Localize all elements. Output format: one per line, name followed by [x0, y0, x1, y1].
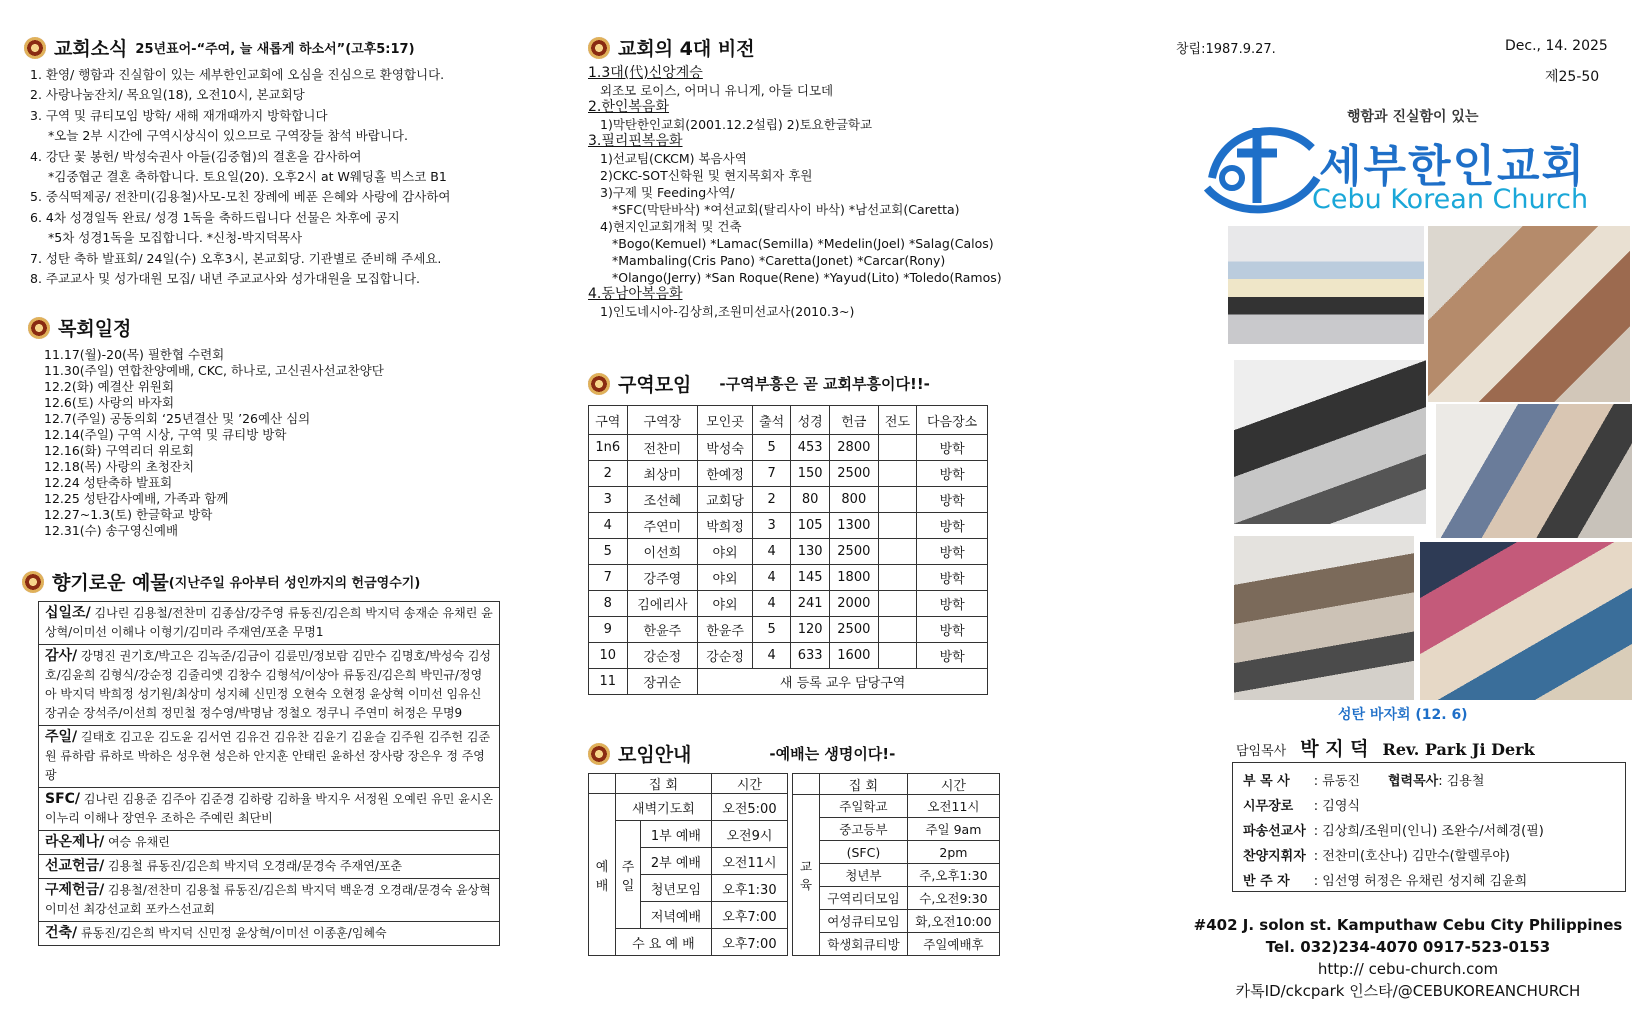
staff-names: : 김상희/조원미(인니) 조완수/서혜경(필) — [1313, 824, 1544, 839]
schedule-item: 12.6(토) 사랑의 바자회 — [44, 395, 175, 410]
cell-table-cell: 방학 — [917, 461, 988, 487]
offering-subtitle: (지난주일 유아부터 성인까지의 헌금영수기) — [168, 576, 421, 591]
time-header: 시간 — [711, 774, 787, 794]
meeting-time: 오전5:00 — [711, 794, 787, 821]
notices-motto: 25년표어-“주여, 늘 새롭게 하소서”(고후5:17) — [135, 42, 415, 57]
notice-item: *5차 성경1독을 모집합니다. *신청-박지덕목사 — [48, 230, 303, 246]
cell-table-cell: 3 — [752, 513, 791, 539]
cell-table-cell: 2500 — [829, 461, 878, 487]
staff-names: : 임선영 허정은 유채린 성지혜 김윤희 — [1313, 874, 1528, 889]
cell-table-cell: 방학 — [917, 617, 988, 643]
vision-line: 4)현지인교회개척 및 건축 — [600, 219, 742, 234]
table-row — [793, 910, 1000, 933]
cell-table-cell: 방학 — [917, 513, 988, 539]
offering-title: 향기로운 예물 — [52, 572, 169, 594]
notices-section — [24, 34, 544, 289]
cell-table-cell: 150 — [791, 461, 830, 487]
offering-row — [39, 854, 499, 878]
photo-caption: 성탄 바자회 (12. 6) — [1338, 707, 1468, 723]
cell-header-cell: 성경 — [791, 406, 830, 435]
cell-table-cell: 4 — [752, 643, 791, 669]
cell-table-cell: 5 — [752, 617, 791, 643]
staff-row — [1239, 867, 1548, 892]
notice-item: 6. 4차 성경일독 완료/ 성경 1독을 축하드립니다 선물은 차후에 공지 — [30, 209, 400, 225]
cell-table-cell: 5 — [752, 435, 791, 461]
notice-item: 5. 중식떡제공/ 전찬미(김용철)사모-모친 장례에 베푼 은혜와 사랑에 감사하여 — [30, 189, 451, 205]
cell-table-note: 새 등록 교우 담당구역 — [698, 669, 988, 695]
notice-item: 3. 구역 및 큐티모임 방학/ 새해 재개때까지 방학합니다 — [30, 107, 328, 123]
vision-line: 1)막탄한인교회(2001.12.2설립) 2)토요한글학교 — [600, 117, 873, 132]
meeting-header: 집 회 — [820, 774, 908, 795]
vision-line: 2)CKC-SOT신학원 및 현지목회자 후원 — [600, 168, 813, 183]
meeting-time: 주,오후1:30 — [907, 864, 999, 887]
cell-table-cell: 120 — [791, 617, 830, 643]
schedule-item: 12.31(수) 송구영신예배 — [44, 523, 179, 538]
offering-row — [39, 878, 499, 921]
vision-line: *Mambaling(Cris Pano) *Caretta(Jonet) *Carcar(Rony) — [612, 253, 946, 268]
cell-header-cell: 구역 — [589, 406, 628, 435]
meeting-time: 수,오전9:30 — [907, 887, 999, 910]
table-row — [793, 818, 1000, 841]
cell-table-cell: 7 — [589, 565, 628, 591]
founded-date: 창립:1987.9.27. — [1176, 42, 1276, 57]
table-row — [793, 795, 1000, 818]
notices-header — [24, 34, 544, 61]
offering-row — [39, 830, 499, 854]
staff-names: : 류동진 협력목사: 김용철 — [1313, 774, 1485, 789]
meeting-time: 오전11시 — [907, 795, 999, 818]
meetings-section — [588, 740, 1008, 956]
table-row — [589, 617, 988, 643]
cell-table-cell: 방학 — [917, 643, 988, 669]
staff-role: 시무장로 — [1243, 799, 1294, 814]
cell-table-cell: 80 — [791, 487, 830, 513]
table-row — [589, 821, 788, 848]
cell-table-cell: 1600 — [829, 643, 878, 669]
staff-role: 협력목사 — [1387, 774, 1439, 789]
cell-table-cell: 이선희 — [627, 539, 698, 565]
cell-table-cell: 1800 — [829, 565, 878, 591]
notice-item: *오늘 2부 시간에 구역시상식이 있으므로 구역장들 참석 바랍니다. — [48, 128, 408, 144]
table-row — [793, 887, 1000, 910]
sns-ids: 카톡ID/ckcpark 인스타/@CEBUKOREANCHURCH — [1235, 982, 1581, 1000]
church-tagline: 행함과 진실함이 있는 — [1347, 109, 1479, 125]
offering-names: 김용철 류동진/김은희 박지덕 오경래/문경숙 주재연/포춘 — [108, 859, 403, 873]
church-logo-icon — [1192, 108, 1332, 218]
cell-table-cell: 최상미 — [627, 461, 698, 487]
offering-category: 십일조/ — [45, 605, 91, 621]
vision-line: 4.동남아복음화 — [588, 286, 683, 302]
meeting-name: 새벽기도회 — [616, 794, 712, 821]
emblem-icon — [28, 317, 50, 339]
staff-role: 반 주 자 — [1243, 874, 1290, 889]
cell-table-cell: 1300 — [829, 513, 878, 539]
cell-table-cell: 김에리사 — [627, 591, 698, 617]
meeting-name: 청년모임 — [641, 875, 712, 902]
bazaar-photo — [1228, 226, 1424, 344]
church-name-ko: 세부한인교회 — [1319, 141, 1587, 192]
staff-row — [1239, 767, 1548, 792]
schedule-list — [44, 347, 528, 539]
cell-table-cell: 강순정 — [627, 643, 698, 669]
bazaar-photo — [1428, 226, 1630, 402]
cell-table-cell: 강주영 — [627, 565, 698, 591]
cell-table-cell: 박희정 — [698, 513, 753, 539]
table-row — [589, 774, 788, 794]
staff-role: 찬양지휘자 — [1243, 849, 1306, 864]
cell-header-cell: 헌금 — [829, 406, 878, 435]
emblem-icon — [24, 37, 46, 59]
church-name-en: Cebu Korean Church — [1312, 184, 1589, 215]
cell-header-cell: 모인곳 — [698, 406, 753, 435]
cell-table-cell: 한윤주 — [698, 617, 753, 643]
schedule-item: 12.24 성탄축하 발표회 — [44, 475, 173, 490]
education-label: 교육 — [793, 795, 820, 956]
meeting-name: 구역리더모임 — [820, 887, 908, 910]
meetings-slogan: -예배는 생명이다!- — [769, 745, 896, 763]
vision-line: 1)인도네시아-김상희,조원미선교사(2010.3~) — [600, 304, 855, 319]
cell-table-cell: 7 — [752, 461, 791, 487]
table-row — [589, 929, 788, 956]
vision-line: 3.필리핀복음화 — [588, 133, 683, 149]
table-row — [589, 591, 988, 617]
offering-category: SFC/ — [45, 791, 81, 807]
notices-list — [30, 65, 544, 289]
emblem-icon — [588, 743, 610, 765]
meeting-time: 오후7:00 — [711, 929, 787, 956]
pastor-name: 박 지 덕 — [1300, 738, 1369, 760]
cell-table-cell: 633 — [791, 643, 830, 669]
cell-table-cell: 조선혜 — [627, 487, 698, 513]
meeting-time: 화,오전10:00 — [907, 910, 999, 933]
meeting-time: 오후7:00 — [711, 902, 787, 929]
staff-names: : 김용철 — [1438, 774, 1485, 789]
schedule-item: 12.18(목) 사랑의 초청잔치 — [44, 459, 195, 474]
notice-item: 2. 사랑나눔잔치/ 목요일(18), 오전10시, 본교회당 — [30, 87, 305, 103]
cell-table — [588, 405, 988, 695]
staff-row — [1239, 817, 1548, 842]
cell-table-cell: 4 — [752, 539, 791, 565]
offering-table — [38, 601, 500, 946]
staff-names: : 김영식 — [1313, 799, 1360, 814]
cell-table-cell: 2500 — [829, 539, 878, 565]
vision-line: *SFC(막탄바삭) *여선교회(탈리사이 바삭) *남선교회(Caretta) — [612, 202, 960, 217]
cell-table-cell — [878, 461, 917, 487]
worship-table — [588, 773, 788, 956]
meeting-name: 수 요 예 배 — [616, 929, 712, 956]
meeting-time: 오후1:30 — [711, 875, 787, 902]
offering-names: 김용철/전찬미 김용철 류동진/김은희 박지덕 백운경 오경래/문경숙 윤상혁 이미선 최강선교회 포카스선교회 — [45, 883, 491, 916]
notice-item: 1. 환영/ 행함과 진실함이 있는 세부한인교회에 오심을 진심으로 환영합니다. — [30, 67, 445, 82]
vision-line: *Bogo(Kemuel) *Lamac(Semilla) *Medelin(Joel) *Salag(Calos) — [612, 236, 994, 251]
cell-title: 구역모임 — [618, 374, 692, 396]
offering-header — [22, 568, 492, 595]
cell-table-cell: 8 — [589, 591, 628, 617]
table-row — [589, 487, 988, 513]
table-row — [589, 565, 988, 591]
cell-table-cell: 11 — [589, 669, 628, 695]
cell-table-cell: 방학 — [917, 591, 988, 617]
meeting-time: 주일 9am — [907, 818, 999, 841]
vision-line: 2.한인복음화 — [588, 99, 669, 115]
issue-date: Dec., 14. 2025 — [1505, 38, 1608, 54]
bazaar-photo — [1234, 360, 1426, 524]
cell-table-cell: 방학 — [917, 565, 988, 591]
staff-row — [1239, 792, 1548, 817]
offering-names: 여승 유채린 — [108, 835, 170, 849]
notice-item: 4. 강단 꽃 봉헌/ 박성숙권사 아들(김중협)의 결혼을 감사하여 — [30, 148, 362, 164]
meeting-name: 주일학교 — [820, 795, 908, 818]
offering-row — [39, 725, 499, 787]
offering-category: 건축/ — [45, 925, 78, 941]
table-row — [793, 841, 1000, 864]
contact-block — [1182, 914, 1634, 1002]
vision-header — [588, 34, 1028, 61]
cell-table-cell — [878, 539, 917, 565]
cell-table-cell: 4 — [752, 565, 791, 591]
schedule-item: 12.16(화) 구역리더 위로회 — [44, 443, 195, 458]
cell-table-cell: 4 — [752, 591, 791, 617]
meeting-name: 여성큐티모임 — [820, 910, 908, 933]
offering-category: 구제헌금/ — [45, 882, 105, 898]
emblem-icon — [22, 571, 44, 593]
staff-box — [1232, 762, 1626, 892]
offering-names: 김나린 김용준 김주아 김준경 김하랑 김하율 박지우 서정원 오예린 유민 윤시온 이누리 이해나 장연우 조하은 주예린 최단비 — [45, 792, 493, 825]
meeting-name: 중고등부 — [820, 818, 908, 841]
table-row — [589, 461, 988, 487]
cell-table-cell: 한예정 — [698, 461, 753, 487]
offering-names: 김나린 김용철/전찬미 김종삼/강주영 류동진/김은희 박지덕 송재순 유채린 윤상혁/이미선 이해나 이형기/김미라 주재연/포춘 무명1 — [45, 606, 493, 639]
website-link[interactable]: http:// cebu-church.com — [1317, 960, 1499, 978]
cell-slogan: -구역부흥은 곧 교회부흥이다!!- — [719, 375, 930, 393]
offering-category: 감사/ — [45, 648, 78, 664]
offering-row — [39, 921, 499, 945]
table-row — [589, 794, 788, 821]
emblem-icon — [588, 37, 610, 59]
offering-category: 선교헌금/ — [45, 858, 105, 874]
cell-table-cell: 105 — [791, 513, 830, 539]
meeting-time: 오전9시 — [711, 821, 787, 848]
vision-line: 3)구제 및 Feeding사역/ — [600, 185, 735, 200]
church-logo — [1192, 108, 1632, 218]
cell-table-cell: 3 — [589, 487, 628, 513]
cell-table-cell: 방학 — [917, 539, 988, 565]
cell-table-cell: 박성숙 — [698, 435, 753, 461]
meeting-name: 2부 예배 — [641, 848, 712, 875]
meeting-time: 오전11시 — [711, 848, 787, 875]
blank-cell — [793, 774, 820, 795]
cell-table-cell — [878, 591, 917, 617]
cell-table-cell: 241 — [791, 591, 830, 617]
notices-title: 교회소식 — [54, 38, 128, 60]
offering-section — [22, 568, 492, 946]
worship-label: 예배 — [589, 794, 616, 956]
bazaar-photo — [1234, 536, 1414, 700]
pastor-label: 담임목사 — [1236, 744, 1287, 759]
cell-table-cell: 강순정 — [698, 643, 753, 669]
meeting-time: 2pm — [907, 841, 999, 864]
offering-names: 길태호 김고운 김도윤 김서연 김유건 김유찬 김윤기 김윤슬 김주원 김주헌 김준원 류하람 류하로 박하은 성우현 성은하 안지훈 안태린 윤하선 장사랑 장은우 정 주영팡 — [45, 730, 491, 782]
meeting-name: 청년부 — [820, 864, 908, 887]
cell-table-cell: 1n6 — [589, 435, 628, 461]
cell-table-cell: 145 — [791, 565, 830, 591]
offering-names: 류동진/김은희 박지덕 신민정 윤상혁/이미선 이종훈/임혜숙 — [81, 926, 387, 940]
meetings-header — [588, 740, 1008, 767]
education-table — [792, 773, 1000, 956]
cell-table-cell: 장귀순 — [627, 669, 698, 695]
cell-header — [588, 370, 1008, 397]
offering-names: 강명진 권기호/박고은 김녹준/김금이 김륜민/정보람 김만수 김명호/박성숙 김성호/김윤희 김형식/강순정 김줄리엣 김창수 김형석/이상아 류동진/김은희 박민규/정영아 박지덕 박희정 성기원/최상미 성지혜 신민정 오현숙 오현정 윤상혁 이미선 임유신 장귀순 장석주/이선희 정민철 정수영/박명남 정철오 정쿠니 주연미 허정은 무명9 — [45, 649, 492, 720]
vision-section — [588, 34, 1028, 320]
schedule-item: 12.2(화) 예결산 위원회 — [44, 379, 175, 394]
cell-table-cell: 9 — [589, 617, 628, 643]
cell-table-cell — [878, 643, 917, 669]
cell-table-cell: 2 — [589, 461, 628, 487]
cell-header-cell: 전도 — [878, 406, 917, 435]
issue-number: 제25-50 — [1545, 69, 1600, 85]
staff-role: 파송선교사 — [1243, 824, 1306, 839]
notice-item: 8. 주교교사 및 성가대원 모집/ 내년 주교교사와 성가대원을 모집합니다. — [30, 271, 420, 287]
schedule-header — [28, 314, 528, 341]
vision-line: 1.3대(代)신앙계승 — [588, 65, 703, 81]
bazaar-photo — [1436, 404, 1632, 538]
offering-row — [39, 787, 499, 830]
cell-table-cell: 130 — [791, 539, 830, 565]
table-row — [589, 513, 988, 539]
cell-table-cell: 야외 — [698, 565, 753, 591]
meeting-name: (SFC) — [820, 841, 908, 864]
cell-table-cell: 2 — [752, 487, 791, 513]
cell-table-cell — [878, 487, 917, 513]
cell-table-cell — [878, 617, 917, 643]
cell-table-cell: 야외 — [698, 591, 753, 617]
table-row — [589, 669, 988, 695]
phone: Tel. 032)234-4070 0917-523-0153 — [1265, 938, 1551, 956]
vision-line: 외조모 로이스, 어머니 유니게, 아들 디모데 — [600, 83, 834, 98]
vision-title: 교회의 4대 비전 — [618, 38, 755, 60]
cell-table-cell: 4 — [589, 513, 628, 539]
cell-table-cell: 전찬미 — [627, 435, 698, 461]
offering-category: 라온제나/ — [45, 834, 105, 850]
meetings-title: 모임안내 — [618, 744, 692, 766]
cell-header-cell: 출석 — [752, 406, 791, 435]
meeting-name: 학생회큐티방 — [820, 933, 908, 956]
table-row — [793, 774, 1000, 795]
cell-section — [588, 370, 1008, 695]
time-header: 시간 — [907, 774, 999, 795]
table-row — [793, 864, 1000, 887]
cell-table-cell — [878, 513, 917, 539]
schedule-title: 목회일정 — [58, 318, 132, 340]
staff-names: : 전찬미(호산나) 김만수(할렐루야) — [1313, 849, 1510, 864]
blank-cell — [589, 774, 616, 794]
staff-table — [1239, 767, 1548, 892]
staff-row — [1239, 842, 1548, 867]
vision-line: *Olango(Jerry) *San Roque(Rene) *Yayud(Lito) *Toledo(Ramos) — [612, 270, 1002, 285]
cell-table-cell: 2000 — [829, 591, 878, 617]
emblem-icon — [588, 373, 610, 395]
cell-table-cell: 주연미 — [627, 513, 698, 539]
cell-table-cell: 453 — [791, 435, 830, 461]
schedule-section — [28, 314, 528, 539]
table-row — [589, 539, 988, 565]
schedule-item: 12.7(주일) 공동의회 ‘25년결산 및 ’26예산 심의 — [44, 411, 311, 426]
cell-table-cell: 800 — [829, 487, 878, 513]
cell-header-cell: 구역장 — [627, 406, 698, 435]
meeting-header: 집 회 — [616, 774, 712, 794]
offering-row — [39, 602, 499, 644]
notice-item: 7. 성탄 축하 발표회/ 24일(수) 오후3시, 본교회당. 기관별로 준비해 주세요. — [30, 250, 442, 266]
cell-table-cell: 방학 — [917, 487, 988, 513]
pastor-line — [1236, 734, 1535, 761]
schedule-item: 11.30(주일) 연합찬양예배, CKC, 하나로, 고신권사선교찬양단 — [44, 363, 384, 378]
schedule-item: 11.17(월)-20(목) 필한협 수련회 — [44, 347, 225, 362]
meeting-time: 주일예배후 — [907, 933, 999, 956]
cell-table-cell: 5 — [589, 539, 628, 565]
cell-table-cell — [878, 435, 917, 461]
bazaar-photo — [1420, 542, 1632, 700]
cell-table-header — [589, 406, 988, 435]
cell-table-cell: 한윤주 — [627, 617, 698, 643]
schedule-item: 12.14(주일) 구역 시상, 구역 및 큐티방 방학 — [44, 427, 287, 442]
vision-list — [588, 65, 1028, 320]
offering-category: 주일/ — [45, 729, 78, 745]
address: #402 J. solon st. Kamputhaw Cebu City Philippines — [1193, 916, 1623, 934]
table-row — [793, 933, 1000, 956]
schedule-item: 12.27~1.3(토) 한글학교 방학 — [44, 507, 213, 522]
cell-table-cell: 방학 — [917, 435, 988, 461]
cell-table-cell: 2500 — [829, 617, 878, 643]
sunday-label: 주일 — [616, 821, 641, 929]
cell-header-cell: 다음장소 — [917, 406, 988, 435]
vision-line: 1)선교팀(CKCM) 복음사역 — [600, 151, 747, 166]
pastor-name-en: Rev. Park Ji Derk — [1382, 740, 1535, 759]
cell-table-cell: 2800 — [829, 435, 878, 461]
meeting-name: 저녁예배 — [641, 902, 712, 929]
cell-table-cell: 교회당 — [698, 487, 753, 513]
table-row — [589, 435, 988, 461]
table-row — [589, 643, 988, 669]
schedule-item: 12.25 성탄감사예배, 가족과 함께 — [44, 491, 229, 506]
cell-table-cell — [878, 565, 917, 591]
meeting-name: 1부 예배 — [641, 821, 712, 848]
offering-row — [39, 644, 499, 725]
notice-item: *김중협군 결혼 축하합니다. 토요일(20). 오후2시 at W웨딩홀 빅스코 B1 — [48, 169, 447, 185]
staff-role: 부 목 사 — [1243, 774, 1290, 789]
cell-table-cell: 10 — [589, 643, 628, 669]
cell-table-cell: 야외 — [698, 539, 753, 565]
